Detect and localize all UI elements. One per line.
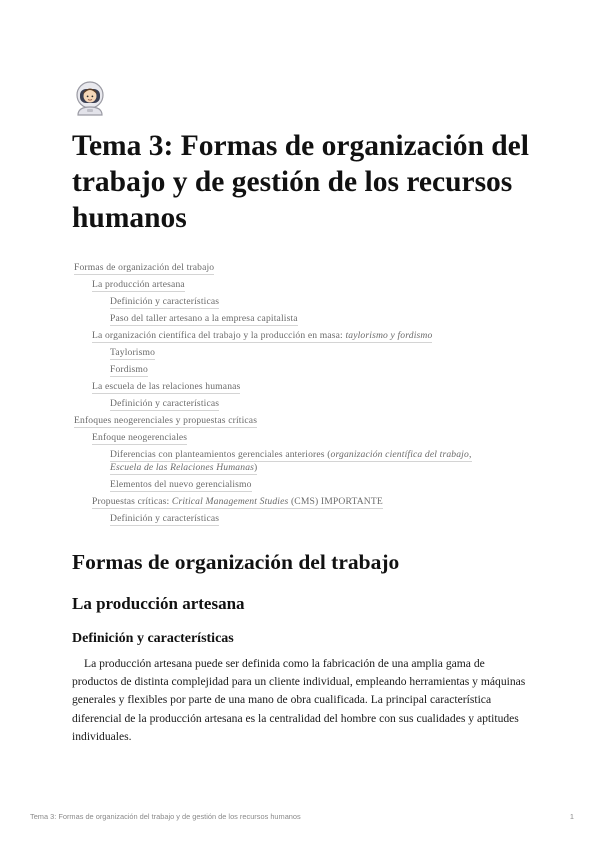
toc-link[interactable]: Definición y características: [110, 513, 220, 524]
section-heading: Formas de organización del trabajo: [72, 550, 400, 574]
toc-link[interactable]: Definición y características: [110, 296, 220, 307]
toc-link[interactable]: Propuestas críticas: Critical Management Studies (CMS) IMPORTANTE: [92, 496, 383, 507]
footer-title: Tema 3: Formas de organización del trabajo y de gestión de los recursos humanos: [30, 812, 301, 821]
toc-link[interactable]: Formas de organización del trabajo: [74, 262, 215, 273]
toc-link[interactable]: Fordismo: [110, 364, 148, 375]
toc-link[interactable]: Definición y características: [110, 398, 220, 409]
subsubsection-heading: Definición y características: [72, 631, 234, 646]
toc-link[interactable]: Escuela de las Relaciones Humanas): [110, 462, 258, 473]
toc-link[interactable]: Elementos del nuevo gerencialismo: [110, 479, 252, 490]
subsection-heading: La producción artesana: [72, 594, 245, 613]
toc-link[interactable]: La organización científica del trabajo y la producción en masa: taylorismo y fordismo: [92, 330, 433, 341]
toc-link[interactable]: Paso del taller artesano a la empresa capitalista: [110, 313, 298, 324]
document-title: Tema 3: Formas de organización del trabajo y de gestión de los recursos humanos: [72, 130, 529, 234]
page-footer: [30, 812, 574, 821]
astronaut-emoji-icon: [72, 80, 108, 116]
body-paragraph: La producción artesana puede ser definida como la fabricación de una amplia gama de productos de distinta complejidad para un cliente individual, empleando herramientas y máquinas generales y flexibles por parte de una mano de obra cualificada. La principal característica diferencial de la producción artesana es la centralidad del hombre con sus cualidades y aptitudes individuales.: [72, 657, 526, 743]
toc-link[interactable]: Enfoques neogerenciales y propuestas críticas: [74, 415, 258, 426]
toc-link[interactable]: Taylorismo: [110, 347, 156, 358]
toc-link[interactable]: Enfoque neogerenciales: [92, 432, 188, 443]
toc-link[interactable]: Diferencias con planteamientos gerenciales anteriores (organización científica del trabajo,: [110, 449, 472, 460]
toc-link[interactable]: La producción artesana: [92, 279, 185, 290]
page-number: 1: [569, 812, 574, 821]
toc-link[interactable]: La escuela de las relaciones humanas: [92, 381, 241, 392]
